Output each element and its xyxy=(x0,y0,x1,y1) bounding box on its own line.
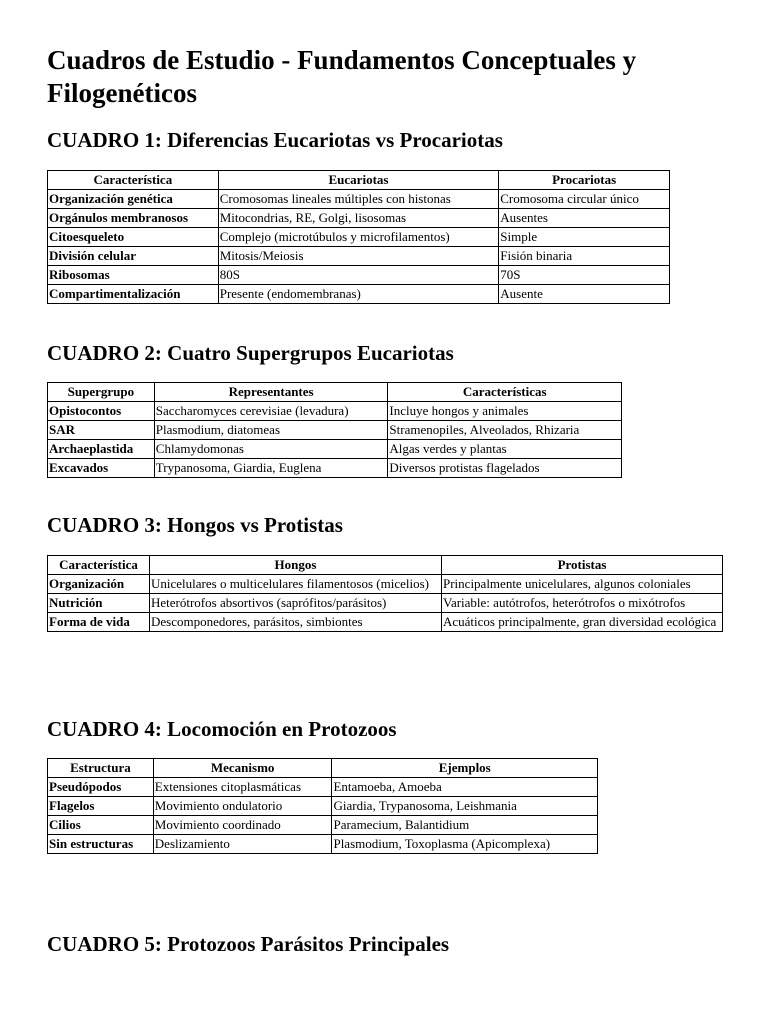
row-key: SAR xyxy=(48,421,155,440)
c5-heading: CUADRO 5: Protozoos Parásitos Principales xyxy=(47,932,450,956)
table-row xyxy=(48,285,670,304)
table-cell: Deslizamiento xyxy=(153,835,332,854)
table-cell: Giardia, Trypanosoma, Leishmania xyxy=(332,797,598,816)
column-header: Hongos xyxy=(150,556,442,575)
table-cell: Movimiento coordinado xyxy=(153,816,332,835)
c3-table xyxy=(47,555,723,632)
table-row xyxy=(48,575,723,594)
c4-heading: CUADRO 4: Locomoción en Protozoos xyxy=(47,717,397,741)
table-cell: Chlamydomonas xyxy=(154,440,388,459)
table-cell: Extensiones citoplasmáticas xyxy=(153,778,332,797)
table-cell: Trypanosoma, Giardia, Euglena xyxy=(154,459,388,478)
column-header: Ejemplos xyxy=(332,759,598,778)
table-row xyxy=(48,816,598,835)
table-cell: Fisión binaria xyxy=(499,247,670,266)
table-cell: Incluye hongos y animales xyxy=(388,402,622,421)
row-key: División celular xyxy=(48,247,219,266)
column-header: Característica xyxy=(48,556,150,575)
c4-table xyxy=(47,758,598,854)
table-cell: Cromosoma circular único xyxy=(499,190,670,209)
column-header: Protistas xyxy=(442,556,723,575)
row-key: Ribosomas xyxy=(48,266,219,285)
c3-heading: CUADRO 3: Hongos vs Protistas xyxy=(47,513,343,537)
table-header-row xyxy=(48,759,598,778)
table-cell: Mitocondrias, RE, Golgi, lisosomas xyxy=(218,209,499,228)
table-row xyxy=(48,421,622,440)
table-cell: Principalmente unicelulares, algunos coloniales xyxy=(442,575,723,594)
table-row xyxy=(48,402,622,421)
table-row xyxy=(48,778,598,797)
table-cell: Unicelulares o multicelulares filamentosos (micelios) xyxy=(150,575,442,594)
table-cell: Stramenopiles, Alveolados, Rhizaria xyxy=(388,421,622,440)
column-header: Características xyxy=(388,383,622,402)
table-header-row xyxy=(48,383,622,402)
table-row xyxy=(48,247,670,266)
table-cell: Algas verdes y plantas xyxy=(388,440,622,459)
column-header: Procariotas xyxy=(499,171,670,190)
table-cell: Variable: autótrofos, heterótrofos o mixótrofos xyxy=(442,594,723,613)
column-header: Característica xyxy=(48,171,219,190)
c1-table xyxy=(47,170,670,304)
page-title: Cuadros de Estudio - Fundamentos Conceptuales y Filogenéticos xyxy=(47,45,637,108)
table-cell: Mitosis/Meiosis xyxy=(218,247,499,266)
table-row xyxy=(48,835,598,854)
table-row xyxy=(48,613,723,632)
row-key: Citoesqueleto xyxy=(48,228,219,247)
row-key: Organización xyxy=(48,575,150,594)
table-cell: Paramecium, Balantidium xyxy=(332,816,598,835)
row-key: Opistocontos xyxy=(48,402,155,421)
table-cell: Diversos protistas flagelados xyxy=(388,459,622,478)
table-row xyxy=(48,594,723,613)
table-cell: Ausentes xyxy=(499,209,670,228)
table-row xyxy=(48,266,670,285)
column-header: Estructura xyxy=(48,759,154,778)
table-cell: Cromosomas lineales múltiples con histonas xyxy=(218,190,499,209)
row-key: Archaeplastida xyxy=(48,440,155,459)
table-row xyxy=(48,440,622,459)
table-cell: Simple xyxy=(499,228,670,247)
table-row xyxy=(48,797,598,816)
row-key: Orgánulos membranosos xyxy=(48,209,219,228)
row-key: Nutrición xyxy=(48,594,150,613)
row-key: Forma de vida xyxy=(48,613,150,632)
row-key: Sin estructuras xyxy=(48,835,154,854)
row-key: Pseudópodos xyxy=(48,778,154,797)
table-cell: 80S xyxy=(218,266,499,285)
table-header-row xyxy=(48,171,670,190)
row-key: Cilios xyxy=(48,816,154,835)
table-cell: 70S xyxy=(499,266,670,285)
table-header-row xyxy=(48,556,723,575)
c2-heading: CUADRO 2: Cuatro Supergrupos Eucariotas xyxy=(47,341,454,365)
column-header: Supergrupo xyxy=(48,383,155,402)
table-cell: Heterótrofos absortivos (saprófitos/parásitos) xyxy=(150,594,442,613)
table-cell: Descomponedores, parásitos, simbiontes xyxy=(150,613,442,632)
table-cell: Plasmodium, diatomeas xyxy=(154,421,388,440)
table-cell: Entamoeba, Amoeba xyxy=(332,778,598,797)
column-header: Representantes xyxy=(154,383,388,402)
table-cell: Complejo (microtúbulos y microfilamentos) xyxy=(218,228,499,247)
column-header: Mecanismo xyxy=(153,759,332,778)
table-cell: Ausente xyxy=(499,285,670,304)
table-cell: Saccharomyces cerevisiae (levadura) xyxy=(154,402,388,421)
row-key: Flagelos xyxy=(48,797,154,816)
table-row xyxy=(48,459,622,478)
table-row xyxy=(48,190,670,209)
c2-table xyxy=(47,382,622,478)
table-row xyxy=(48,209,670,228)
table-row xyxy=(48,228,670,247)
row-key: Compartimentalización xyxy=(48,285,219,304)
table-cell: Plasmodium, Toxoplasma (Apicomplexa) xyxy=(332,835,598,854)
c1-heading: CUADRO 1: Diferencias Eucariotas vs Procariotas xyxy=(47,128,503,152)
row-key: Excavados xyxy=(48,459,155,478)
column-header: Eucariotas xyxy=(218,171,499,190)
table-cell: Presente (endomembranas) xyxy=(218,285,499,304)
table-cell: Movimiento ondulatorio xyxy=(153,797,332,816)
row-key: Organización genética xyxy=(48,190,219,209)
table-cell: Acuáticos principalmente, gran diversidad ecológica xyxy=(442,613,723,632)
